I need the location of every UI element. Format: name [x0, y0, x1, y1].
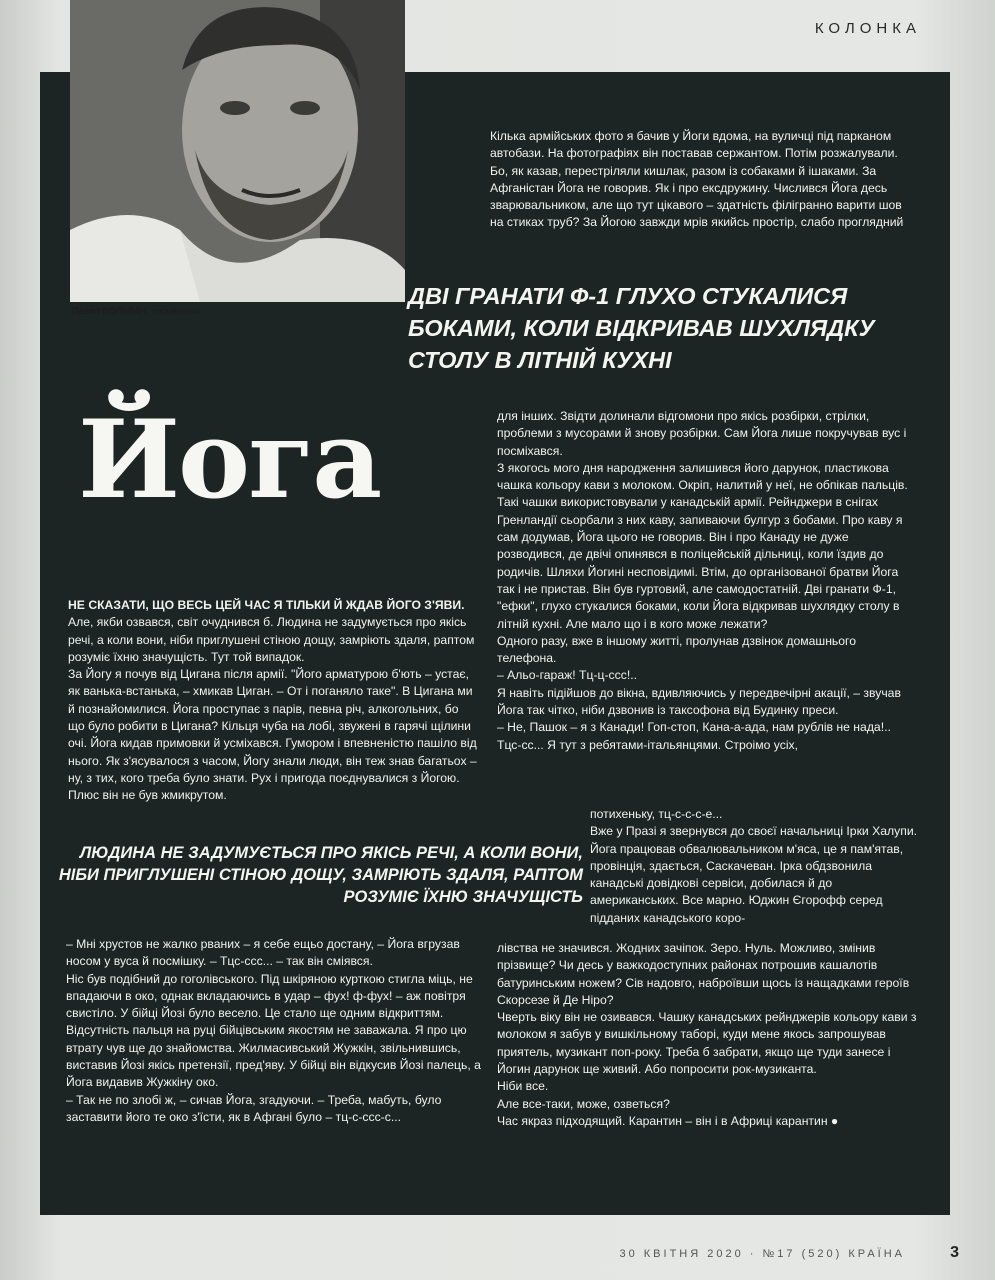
- paragraph: лівства не значився. Жодних зачіпок. Зеро. Нуль. Можливо, змінив прізвище? Чи десь у важкодоступних районах потрошив кашалотів батуринським ножем? Сів надовго, наброївши щось із нащадками героїв Скорсезе й Де Ніро?: [497, 941, 910, 1007]
- lead-in: НЕ СКАЗАТИ, ЩО ВЕСЬ ЦЕЙ ЧАС Я ТІЛЬКИ Й ЖДАВ ЙОГО З'ЯВИ.: [68, 598, 465, 612]
- author-role: письменник: [151, 306, 201, 316]
- paragraph: потихеньку, тц-с-с-с-е...: [590, 807, 723, 821]
- photo-caption: [72, 306, 201, 316]
- paragraph: – Альо-гараж! Тц-ц-ссс!..: [497, 668, 637, 683]
- paragraph: – Так не по злобі ж, – сичав Йога, згадуючи. – Треба, мабуть, було заставити його те око з'їсти, як в Афгані було – тц-с-ссс-с...: [66, 1092, 442, 1124]
- paragraph: Час якраз підходящий. Карантин – він і в Африці карантин ●: [497, 1113, 839, 1128]
- paragraph: Ніс був подібний до гоголівського. Під шкіряною курткою стигла міць, не впадаючи в око, однак вкладаючись в удар – фух! ф-фух! – аж повітря свистіло. У бійці Йозі було весело. Це стало ще одним відкриттям. Відсутність пальця на руці бійцівським якостям не заважала. Я про цю втрату чув ще до знайомства. Жилмасивський Жужкін, звільнившись, виставив Йозі якісь претензії, пред'яву. У бійці він відкусив Йозі палець, а Йога видавив Жужкіну око.: [66, 971, 481, 1090]
- author-photo: [70, 0, 405, 302]
- pull-quote-middle: ЛЮДИНА НЕ ЗАДУМУЄТЬСЯ ПРО ЯКІСЬ РЕЧІ, А КОЛИ ВОНИ, НІБИ ПРИГЛУШЕНІ СТІНОЮ ДОЩУ, ЗАМРІЮТЬ ЗДАЛЯ, РАПТОМ РОЗУМІЄ ЇХНЮ ЗНАЧУЩІСТЬ: [58, 844, 583, 906]
- paragraph: Вже у Празі я звернувся до своєї начальниці Ірки Халупи. Йога працював обвалювальником м'яса, це я пам'ятав, провінція, здається, Саскачеван. Ірка обдзвонила канадські довідкові сервіси, добилася й до американських. Все марно. Юджин Єгорофф серед підданих канадського коро-: [590, 824, 918, 925]
- paragraph: для інших. Звідти долинали відгомони про якісь розбірки, стрілки, проблеми з мусорами й знову розбірки. Сам Йога лише покручував вус і посміхався.: [497, 409, 907, 458]
- paragraph: За Йогу я почув від Цигана після армії. "Його арматурою б'ють – устає, як ванька-встанька, – хмикав Циган. – От і поганяло таке". В Цигана ми й познайомилися. Йога проступає з парів, певна річ, алкогольних, бо що було робити в Цигана? Кільця чуба на лобі, звужені в гарячі щілини очі. Йога кидав примовки й усміхався. Гумором і впевненістю пашіло від нього. Як з'ясувалося з часом, Йогу знали люди, він теж знав багатьох – ну, з тих, кого треба було знати. Рух і пригода поєднувалися з Йогою. Плюс він не був жмикрутом.: [68, 667, 477, 803]
- paragraph: – Не, Пашок – я з Канади! Гоп-стоп, Кана-а-ада, нам рублів не нада!.. Тцс-сс... Я тут з ребятами-італьянцями. Строімо усіх,: [497, 720, 891, 752]
- section-label: КОЛОНКА: [814, 20, 921, 37]
- column-right-c: [497, 940, 917, 1130]
- paragraph: Ніби все.: [497, 1079, 549, 1094]
- author-name: Павло ВОЛЬВАЧ,: [72, 306, 150, 316]
- column-left-b: [66, 936, 486, 1126]
- lead-paragraph: [68, 597, 478, 666]
- footer-issue-info: 30 КВІТНЯ 2020 · №17 (520) КРАЇНА: [619, 1248, 905, 1260]
- article-title: Йога: [78, 397, 381, 523]
- paragraph: Я навіть підійшов до вікна, вдивляючись у передвечірні акації, – звучав Йога так чітко, ніби дзвонив із таксофона від Будинку преси.: [497, 685, 901, 718]
- lead-rest: Але, якби озвався, світ очуднився б. Людина не задумується про якісь речі, а коли вони, ніби приглушені стіною дощу, замріють здаля, раптом розуміє їхню значущість. Тут той випадок.: [68, 615, 475, 664]
- column-right-b: [590, 806, 920, 927]
- portrait-illustration: [70, 0, 405, 302]
- paragraph: Кілька армійських фото я бачив у Йоги вдома, на вуличці під парканом автобази. На фотографіях він поставав сержантом. Потім розжалували. Бо, як казав, перестріляли кишлак, разом із собаками й ішаками. За Афганістан Йога не говорив. Як і про ексдружину. Числився Йога десь зварювальником, але що тут цікавого – здатність філігранно варити шов на стиках труб? За Йогою завжди мрів якийсь простір, слабо проглядний: [490, 129, 904, 230]
- column-top: [490, 128, 910, 232]
- page-number: 3: [950, 1244, 959, 1261]
- paragraph: – Мні хрустов не жалко рваних – я себе ещьо достану, – Йога вгрузав носом у вуса й посмішку. – Тцс-ссс... – так він сміявся.: [66, 937, 460, 969]
- paragraph: Одного разу, вже в іншому житті, пролунав дзвінок домашнього телефона.: [497, 633, 857, 666]
- paragraph: Але все-таки, може, озветься?: [497, 1096, 670, 1111]
- column-left-a: [68, 597, 478, 805]
- paragraph: З якогось мого дня народження залишився його дарунок, пластикова чашка кольору кави з молоком. Окріп, налитий у неї, не обпікав пальців. Такі чашки використовували у канадській армії. Рейнджери в снігах Гренландії сьорбали з них каву, запиваючи булгур з бобами. Про каву я сам додумав, Йога цього не говорив. Він і про Канаду не дуже розводився, де двічі опинявся в поліцейській дільниці, коли їздив до родичів. Шляхи Йогині несповідимі. Втім, до організованої братви Йога так і не пристав. Він був гуртовий, але самодостатній. Дві гранати Ф-1, "ефки", глухо стукалися боками, коли Йога відкривав шухлядку столу в літній кухні. Але мало що і в кого може лежати?: [497, 460, 908, 631]
- column-right-a: [497, 408, 917, 754]
- pull-quote-top: ДВІ ГРАНАТИ Ф-1 ГЛУХО СТУКАЛИСЯ БОКАМИ, КОЛИ ВІДКРИВАВ ШУХЛЯДКУ СТОЛУ В ЛІТНІЙ КУХНІ: [408, 283, 875, 373]
- paragraph: Чверть віку він не озивався. Чашку канадських рейнджерів кольору кави з молоком я забув у вишкільному таборі, куди мене якось запрошував приятель, музикант поп-року. Треба б забрати, якщо ще туди занесе і Йогин дарунок ще живий. Або попросити рок-музиканта.: [497, 1010, 917, 1077]
